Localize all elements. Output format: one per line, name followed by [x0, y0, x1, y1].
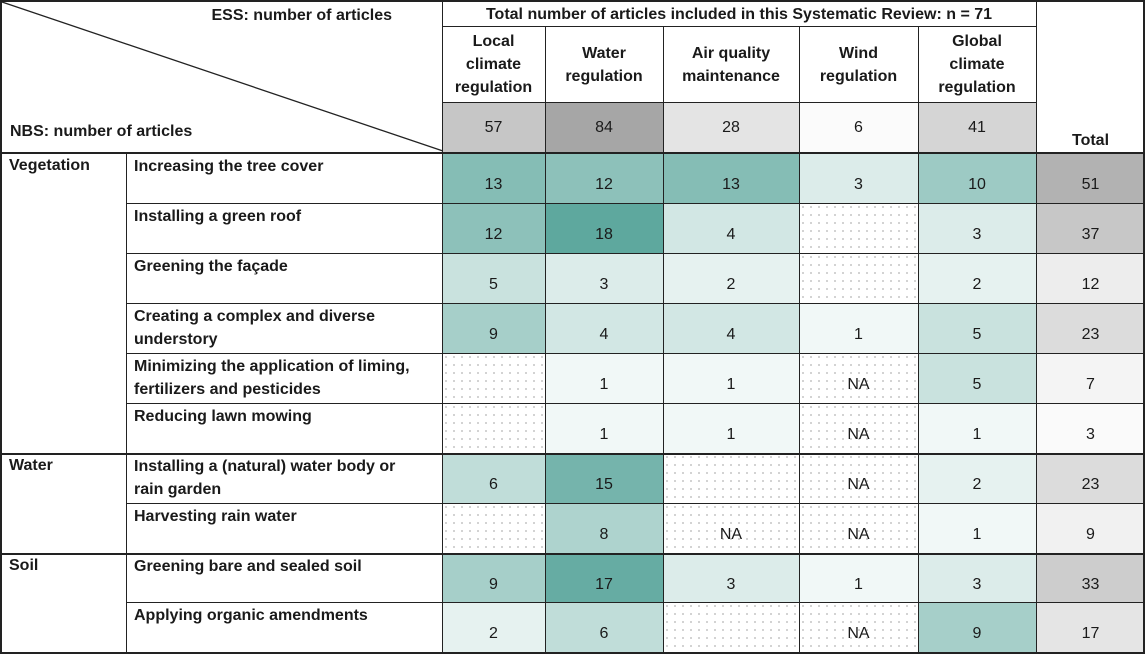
table-cell-text: NA [847, 476, 870, 493]
grid-line [126, 203, 1145, 204]
table-cell [442, 553, 545, 602]
row-label [126, 253, 442, 303]
table-cell [799, 353, 918, 403]
table-cell [545, 203, 663, 253]
table-cell [663, 203, 799, 253]
row-label-text: Greening the façade [134, 258, 288, 275]
column-header-4 [799, 27, 918, 102]
table-cell-text: 17 [595, 575, 613, 593]
row-label-text: Harvesting rain water [134, 508, 297, 525]
table-cell-text: 1 [854, 575, 863, 593]
row-label [126, 453, 442, 503]
column-count-3 [663, 102, 799, 153]
table-cell [545, 553, 663, 602]
column-header-5-text: Global climate regulation [938, 33, 1016, 96]
grid-line [126, 353, 1145, 354]
grid-line [442, 26, 1036, 27]
column-count-5 [918, 102, 1036, 153]
table-cell [663, 453, 799, 503]
table-cell-text: 10 [968, 176, 986, 193]
column-header-3 [663, 27, 799, 102]
table-cell [799, 253, 918, 303]
group-soil [0, 553, 126, 652]
table-cell-text: NA [847, 625, 870, 642]
grid-line [918, 26, 919, 652]
ess-label-text: ESS: number of articles [211, 6, 392, 24]
table-cell [918, 303, 1036, 353]
table-cell [663, 303, 799, 353]
row-label-text: Installing a green roof [134, 208, 302, 225]
table-cell [663, 503, 799, 553]
grid-line [442, 102, 1036, 103]
column-count-4 [799, 102, 918, 153]
row-label-text: Installing a (natural) water body or rain garden [134, 458, 396, 498]
row-label [126, 353, 442, 403]
table-cell [799, 203, 918, 253]
table-cell [545, 153, 663, 203]
group-vegetation-text: Vegetation [9, 157, 90, 174]
table-cell-text: 13 [484, 176, 503, 193]
table-cell-text: 13 [722, 176, 740, 193]
grid-line [0, 553, 1145, 555]
row-total-text: 51 [1081, 176, 1100, 193]
table-cell-text: 1 [599, 376, 609, 393]
column-count-4-text: 6 [854, 118, 863, 136]
table-cell-text: 9 [972, 625, 982, 642]
table-cell [545, 453, 663, 503]
row-total [1036, 253, 1145, 303]
table-cell [545, 253, 663, 303]
column-count-1-text: 57 [484, 118, 503, 136]
table-cell [442, 203, 545, 253]
table-cell-text: 1 [599, 426, 609, 443]
row-total [1036, 602, 1145, 652]
row-total [1036, 553, 1145, 602]
table-cell-text: 18 [595, 226, 613, 243]
table-cell-text: 3 [726, 575, 736, 593]
table-cell [799, 453, 918, 503]
table-cell [799, 303, 918, 353]
table-cell-text: 9 [489, 575, 498, 593]
table-cell [663, 403, 799, 453]
table-cell-text: 8 [599, 526, 609, 543]
total-header-text: Total [1071, 131, 1110, 149]
row-label [126, 303, 442, 353]
table-cell [918, 253, 1036, 303]
table-cell-text: 12 [595, 176, 613, 193]
column-header-5 [918, 27, 1036, 102]
table-cell-text: 1 [854, 326, 863, 343]
row-label [126, 153, 442, 203]
row-total-text: 23 [1081, 326, 1100, 343]
grid-line [126, 303, 1145, 304]
grid-line [545, 26, 546, 652]
table-cell [442, 453, 545, 503]
row-label [126, 203, 442, 253]
table-cell-text: NA [719, 526, 743, 543]
grid-line [126, 403, 1145, 404]
table-cell-text: 1 [972, 526, 982, 543]
table-cell [918, 353, 1036, 403]
row-label-text: Minimizing the application of liming, fertilizers and pesticides [134, 358, 410, 398]
table-cell [799, 602, 918, 652]
table-cell [918, 153, 1036, 203]
table-cell [545, 602, 663, 652]
row-total [1036, 153, 1145, 203]
row-total-text: 7 [1086, 376, 1095, 393]
table-cell [545, 353, 663, 403]
table-cell-text: 9 [489, 326, 498, 343]
table-cell [442, 602, 545, 652]
total-header [1036, 128, 1145, 152]
table-cell-text: 5 [972, 376, 982, 393]
grid-line [0, 0, 2, 654]
table-cell [918, 453, 1036, 503]
row-label [126, 553, 442, 602]
table-cell-text: 3 [854, 176, 863, 193]
row-label [126, 403, 442, 453]
column-count-2 [545, 102, 663, 153]
table-cell-text: 4 [726, 226, 736, 243]
table-cell-text: 2 [972, 276, 982, 293]
table-cell [663, 253, 799, 303]
column-header-1 [442, 27, 545, 102]
row-label-text: Increasing the tree cover [134, 158, 324, 175]
table-cell [442, 503, 545, 553]
grid-line [799, 26, 800, 652]
grid-line [126, 602, 1145, 603]
table-cell-text: 5 [972, 326, 982, 343]
row-total-text: 17 [1081, 625, 1100, 642]
table-cell-text: 2 [489, 625, 498, 642]
table-cell-text: NA [847, 426, 870, 443]
row-total-text: 12 [1081, 276, 1100, 293]
table-cell [545, 303, 663, 353]
table-cell-text: 15 [595, 476, 613, 493]
table-cell [663, 602, 799, 652]
ess-label [120, 2, 442, 28]
row-total [1036, 353, 1145, 403]
table-cell-text: 12 [484, 226, 503, 243]
table-cell-text: 4 [726, 326, 736, 343]
table-cell-text: 3 [972, 226, 982, 243]
column-header-3-text: Air quality maintenance [682, 44, 780, 85]
row-label-text: Reducing lawn mowing [134, 408, 312, 425]
table-cell [918, 203, 1036, 253]
group-soil-text: Soil [9, 557, 39, 574]
table-cell [918, 553, 1036, 602]
table-cell-text: 5 [489, 276, 498, 293]
row-total [1036, 203, 1145, 253]
column-count-1 [442, 102, 545, 153]
row-label [126, 602, 442, 652]
table-cell-text: 2 [726, 276, 736, 293]
grid-line [0, 0, 1145, 2]
table-cell [442, 403, 545, 453]
column-count-3-text: 28 [722, 118, 740, 136]
column-header-2 [545, 27, 663, 102]
table-cell-text: 4 [599, 326, 609, 343]
table-cell-text: 1 [726, 426, 736, 443]
row-total [1036, 453, 1145, 503]
table-cell [799, 503, 918, 553]
row-label-text: Greening bare and sealed soil [134, 558, 362, 575]
row-label-text: Applying organic amendments [134, 607, 368, 624]
column-count-2-text: 84 [595, 118, 613, 136]
table-cell-text: NA [847, 526, 870, 543]
table-cell-text: 3 [599, 276, 609, 293]
group-water [0, 453, 126, 553]
table-cell-text: 3 [972, 575, 982, 593]
grid-line [0, 152, 1145, 154]
table-cell [442, 353, 545, 403]
table-cell [442, 303, 545, 353]
table-cell [918, 403, 1036, 453]
table-cell-text: 1 [972, 426, 982, 443]
column-header-1-text: Local climate regulation [454, 33, 533, 96]
table-cell [663, 553, 799, 602]
table-cell [545, 403, 663, 453]
row-total-text: 9 [1086, 526, 1095, 543]
table-cell [663, 353, 799, 403]
row-total [1036, 403, 1145, 453]
grid-line [126, 253, 1145, 254]
table-cell [442, 153, 545, 203]
table-cell-text: 6 [599, 625, 609, 642]
table-cell-text: 1 [726, 376, 736, 393]
grid-line [126, 503, 1145, 504]
row-total-text: 23 [1081, 476, 1100, 493]
review-title [442, 2, 1036, 26]
row-label-text: Creating a complex and diverse understory [134, 308, 375, 348]
table-cell [799, 553, 918, 602]
table-cell [545, 503, 663, 553]
row-total [1036, 303, 1145, 353]
row-total [1036, 503, 1145, 553]
group-water-text: Water [9, 457, 53, 474]
table-cell [918, 602, 1036, 652]
table-cell [799, 153, 918, 203]
group-vegetation [0, 153, 126, 453]
table-cell [442, 253, 545, 303]
row-total-text: 33 [1081, 575, 1100, 593]
row-total-text: 3 [1086, 426, 1095, 443]
column-count-5-text: 41 [968, 118, 986, 136]
table-cell-text: NA [847, 376, 870, 393]
grid-line [663, 26, 664, 652]
nbs-label-text: NBS: number of articles [10, 122, 193, 140]
nbs-label [2, 117, 282, 145]
column-header-2-text: Water regulation [565, 44, 643, 85]
table-cell-text: 2 [972, 476, 982, 493]
review-title-text: Total number of articles included in this Systematic Review: n = 71 [485, 5, 993, 23]
row-label [126, 503, 442, 553]
table-cell [663, 153, 799, 203]
table-cell [918, 503, 1036, 553]
column-header-4-text: Wind regulation [819, 44, 898, 85]
table-cell-text: 6 [489, 476, 498, 493]
row-total-text: 37 [1081, 226, 1100, 243]
grid-line [0, 453, 1145, 455]
table-cell [799, 403, 918, 453]
